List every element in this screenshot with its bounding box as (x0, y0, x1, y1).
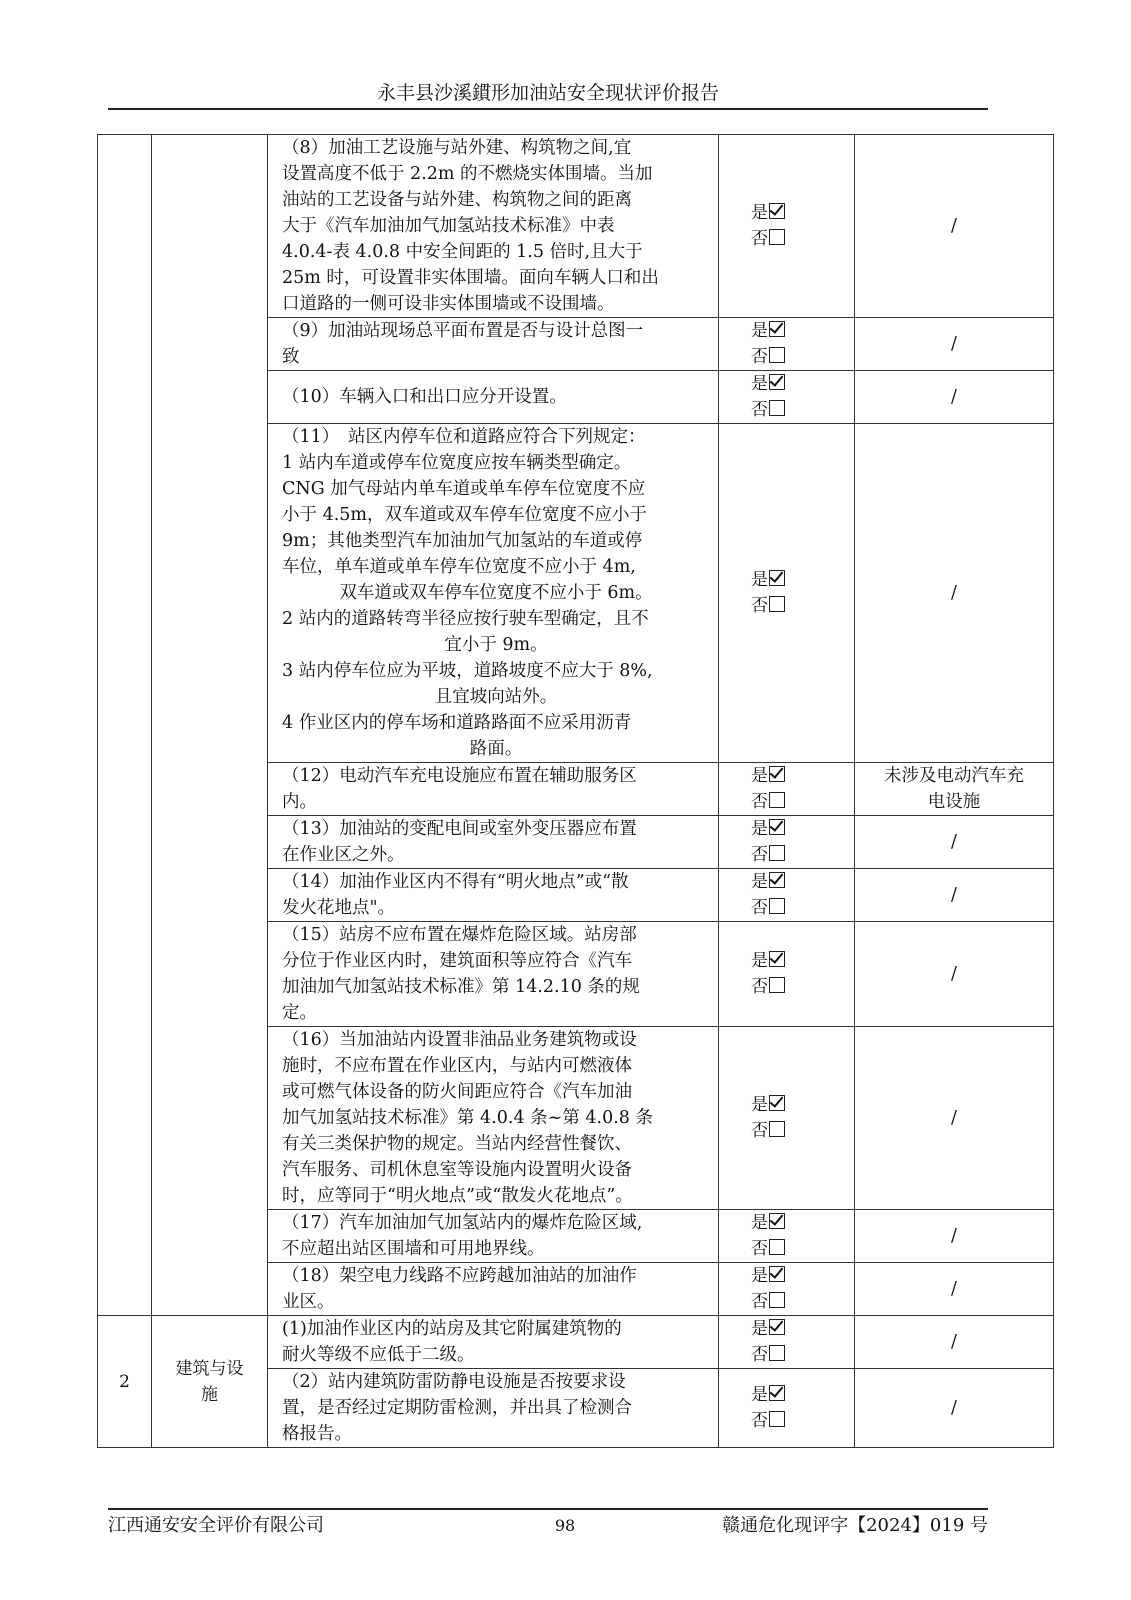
checked-box-icon (769, 1095, 785, 1111)
checked-box-icon (769, 1266, 785, 1282)
content-line: （11） 站区内停车位和道路应符合下列规定： (282, 427, 646, 447)
checked-box-icon (769, 1385, 785, 1401)
remark-cell: / (855, 424, 1054, 763)
item-content (268, 1027, 719, 1210)
check-cell (719, 763, 855, 816)
check-cell (719, 816, 855, 869)
no-option: 否 (751, 1408, 854, 1434)
checked-box-icon (769, 1319, 785, 1335)
empty-box-icon (769, 1121, 785, 1137)
yes-option: 是 (751, 1210, 854, 1236)
content-line: 格报告。 (282, 1424, 352, 1444)
checked-box-icon (769, 374, 785, 390)
item-content (268, 424, 719, 763)
page-number: 98 (554, 1516, 576, 1535)
yes-option: 是 (751, 200, 854, 226)
content-line: 致 (282, 347, 300, 367)
content-line: 油站的工艺设备与站外建、构筑物之间的距离 (282, 190, 632, 210)
content-line: 车位，单车道或单车停车位宽度不应小于 4m, (282, 557, 636, 577)
check-cell (719, 424, 855, 763)
no-option: 否 (751, 1289, 854, 1315)
no-option: 否 (751, 1236, 854, 1262)
no-option: 否 (751, 842, 854, 868)
content-line: 在作业区之外。 (282, 845, 405, 865)
item-content (268, 869, 719, 922)
empty-box-icon (769, 347, 785, 363)
content-line: 4.0.4-表 4.0.8 中安全间距的 1.5 倍时,且大于 (282, 242, 643, 262)
check-cell (719, 135, 855, 318)
yes-option: 是 (751, 816, 854, 842)
content-line: 分位于作业区内时，建筑面积等应符合《汽车 (282, 951, 632, 971)
no-option: 否 (751, 974, 854, 1000)
empty-box-icon (769, 977, 785, 993)
content-line: 有关三类保护物的规定。当站内经营性餐饮、 (282, 1134, 632, 1154)
remark-cell: / (855, 922, 1054, 1027)
empty-box-icon (769, 1239, 785, 1255)
content-line: 宜小于 9m。 (444, 635, 548, 655)
content-line: 时，应等同于“明火地点”或“散发火花地点”。 (282, 1186, 633, 1206)
empty-box-icon (769, 845, 785, 861)
category-line: 建筑与设 (175, 1358, 244, 1379)
remark-cell: / (855, 1210, 1054, 1263)
content-line: 施时，不应布置在作业区内，与站内可燃液体 (282, 1056, 632, 1076)
item-content (268, 371, 719, 424)
content-line: 3 站内停车位应为平坡，道路坡度不应大于 8%, (282, 661, 653, 681)
item-content (268, 816, 719, 869)
checked-box-icon (769, 951, 785, 967)
empty-box-icon (769, 400, 785, 416)
content-line: （13）加油站的变配电间或室外变压器应布置 (282, 819, 637, 839)
yes-option: 是 (751, 567, 854, 593)
content-line: （14）加油作业区内不得有“明火地点”或“散 (282, 872, 629, 892)
checked-box-icon (769, 766, 785, 782)
remark-cell: / (855, 135, 1054, 318)
empty-box-icon (769, 229, 785, 245)
checked-box-icon (769, 570, 785, 586)
content-line: 加气加氢站技术标准》第 4.0.4 条~第 4.0.8 条 (282, 1108, 653, 1128)
yes-option: 是 (751, 318, 854, 344)
content-line: （15）站房不应布置在爆炸危险区域。站房部 (282, 925, 637, 945)
content-line: 口道路的一侧可设非实体围墙或不设围墙。 (282, 294, 615, 314)
no-option: 否 (751, 593, 854, 619)
yes-option: 是 (751, 869, 854, 895)
empty-box-icon (769, 792, 785, 808)
no-option: 否 (751, 344, 854, 370)
content-line: （16）当加油站内设置非油品业务建筑物或设 (282, 1030, 637, 1050)
remark-cell: / (855, 869, 1054, 922)
remark-line: 未涉及电动汽车充 (884, 766, 1024, 786)
yes-option: 是 (751, 371, 854, 397)
check-cell (719, 1369, 855, 1448)
evaluation-table (97, 134, 1054, 1448)
content-line: 加油加气加氢站技术标准》第 14.2.10 条的规 (282, 977, 640, 997)
item-content (268, 135, 719, 318)
check-cell (719, 1210, 855, 1263)
remark-cell: / (855, 371, 1054, 424)
content-line: 小于 4.5m，双车道或双车停车位宽度不应小于 (282, 505, 647, 525)
content-line: 设置高度不低于 2.2m 的不燃烧实体围墙。当加 (282, 164, 653, 184)
content-line: （9）加油站现场总平面布置是否与设计总图一 (282, 321, 644, 341)
remark-cell: / (855, 1263, 1054, 1316)
checked-box-icon (769, 321, 785, 337)
empty-box-icon (769, 1292, 785, 1308)
yes-option: 是 (751, 1263, 854, 1289)
remark-cell: / (855, 1316, 1054, 1369)
content-line: 置，是否经过定期防雷检测，并出具了检测合 (282, 1398, 632, 1418)
no-option: 否 (751, 895, 854, 921)
yes-option: 是 (751, 948, 854, 974)
item-content (268, 763, 719, 816)
content-line: 定。 (282, 1003, 317, 1023)
empty-box-icon (769, 596, 785, 612)
content-line: 不应超出站区围墙和可用地界线。 (282, 1239, 545, 1259)
footer-company: 江西通安安全评价有限公司 (108, 1515, 324, 1536)
content-line: 路面。 (469, 739, 523, 759)
section-category-cell (152, 135, 268, 1316)
content-line: 内。 (282, 792, 317, 812)
content-line: 业区。 (282, 1292, 335, 1312)
content-line: （2）站内建筑防雷防静电设施是否按要求设 (282, 1372, 626, 1392)
item-content (268, 1369, 719, 1448)
no-option: 否 (751, 1118, 854, 1144)
content-line: 发火花地点"。 (282, 898, 396, 918)
remark-cell: / (855, 318, 1054, 371)
remark-cell: / (855, 816, 1054, 869)
checked-box-icon (769, 872, 785, 888)
content-line: （18）架空电力线路不应跨越加油站的加油作 (282, 1266, 637, 1286)
yes-option: 是 (751, 1316, 854, 1342)
content-line: 且宜坡向站外。 (434, 687, 558, 707)
empty-box-icon (769, 898, 785, 914)
section-category-cell (152, 1316, 268, 1448)
content-line: 耐火等级不应低于二级。 (282, 1345, 475, 1365)
check-cell (719, 371, 855, 424)
yes-option: 是 (751, 1382, 854, 1408)
no-option: 否 (751, 1342, 854, 1368)
yes-option: 是 (751, 1092, 854, 1118)
category-line: 施 (201, 1384, 218, 1405)
checked-box-icon (769, 1213, 785, 1229)
empty-box-icon (769, 1345, 785, 1361)
content-line: 双车道或双车停车位宽度不应小于 6m。 (339, 583, 653, 603)
check-cell (719, 1263, 855, 1316)
item-content (268, 922, 719, 1027)
check-cell (719, 869, 855, 922)
no-option: 否 (751, 397, 854, 423)
content-line: CNG 加气母站内单车道或单车停车位宽度不应 (282, 479, 646, 499)
remark-cell (855, 763, 1054, 816)
content-line: （8）加油工艺设施与站外建、构筑物之间,宜 (282, 138, 632, 158)
content-line: （17）汽车加油加气加氢站内的爆炸危险区域, (282, 1213, 643, 1233)
section-number-cell: 2 (98, 1316, 152, 1448)
no-option: 否 (751, 789, 854, 815)
remark-cell: / (855, 1369, 1054, 1448)
page-header: 永丰县沙溪鏆形加油站安全现状评价报告 (108, 78, 988, 110)
content-line: (1)加油作业区内的站房及其它附属建筑物的 (282, 1319, 622, 1339)
content-line: 9m；其他类型汽车加油加气加氢站的车道或停 (282, 531, 643, 551)
item-content (268, 318, 719, 371)
check-cell (719, 1316, 855, 1369)
content-line: 或可燃气体设备的防火间距应符合《汽车加油 (282, 1082, 632, 1102)
content-line: （10）车辆入口和出口应分开设置。 (282, 387, 567, 407)
table-row (98, 1316, 1054, 1369)
check-cell (719, 922, 855, 1027)
content-line: 25m 时，可设置非实体围墙。面向车辆人口和出 (282, 268, 659, 288)
checked-box-icon (769, 203, 785, 219)
content-line: 4 作业区内的停车场和道路路面不应采用沥青 (282, 713, 632, 733)
item-content (268, 1210, 719, 1263)
content-line: 1 站内车道或停车位宽度应按车辆类型确定。 (282, 453, 632, 473)
footer-doc-number: 赣通危化现评字【2024】019 号 (722, 1515, 988, 1536)
checked-box-icon (769, 819, 785, 835)
content-line: 2 站内的道路转弯半径应按行驶车型确定，且不 (282, 609, 649, 629)
content-line: 汽车服务、司机休息室等设施内设置明火设备 (282, 1160, 632, 1180)
footer-divider (108, 1508, 988, 1510)
check-cell (719, 1027, 855, 1210)
table-row (98, 135, 1054, 318)
yes-option: 是 (751, 763, 854, 789)
content-line: （12）电动汽车充电设施应布置在辅助服务区 (282, 766, 637, 786)
content-line: 大于《汽车加油加气加氢站技术标准》中表 (282, 216, 615, 236)
check-cell (719, 318, 855, 371)
remark-line: 电设施 (927, 792, 981, 812)
remark-cell: / (855, 1027, 1054, 1210)
item-content (268, 1316, 719, 1369)
no-option: 否 (751, 226, 854, 252)
section-number-cell (98, 135, 152, 1316)
empty-box-icon (769, 1411, 785, 1427)
item-content (268, 1263, 719, 1316)
